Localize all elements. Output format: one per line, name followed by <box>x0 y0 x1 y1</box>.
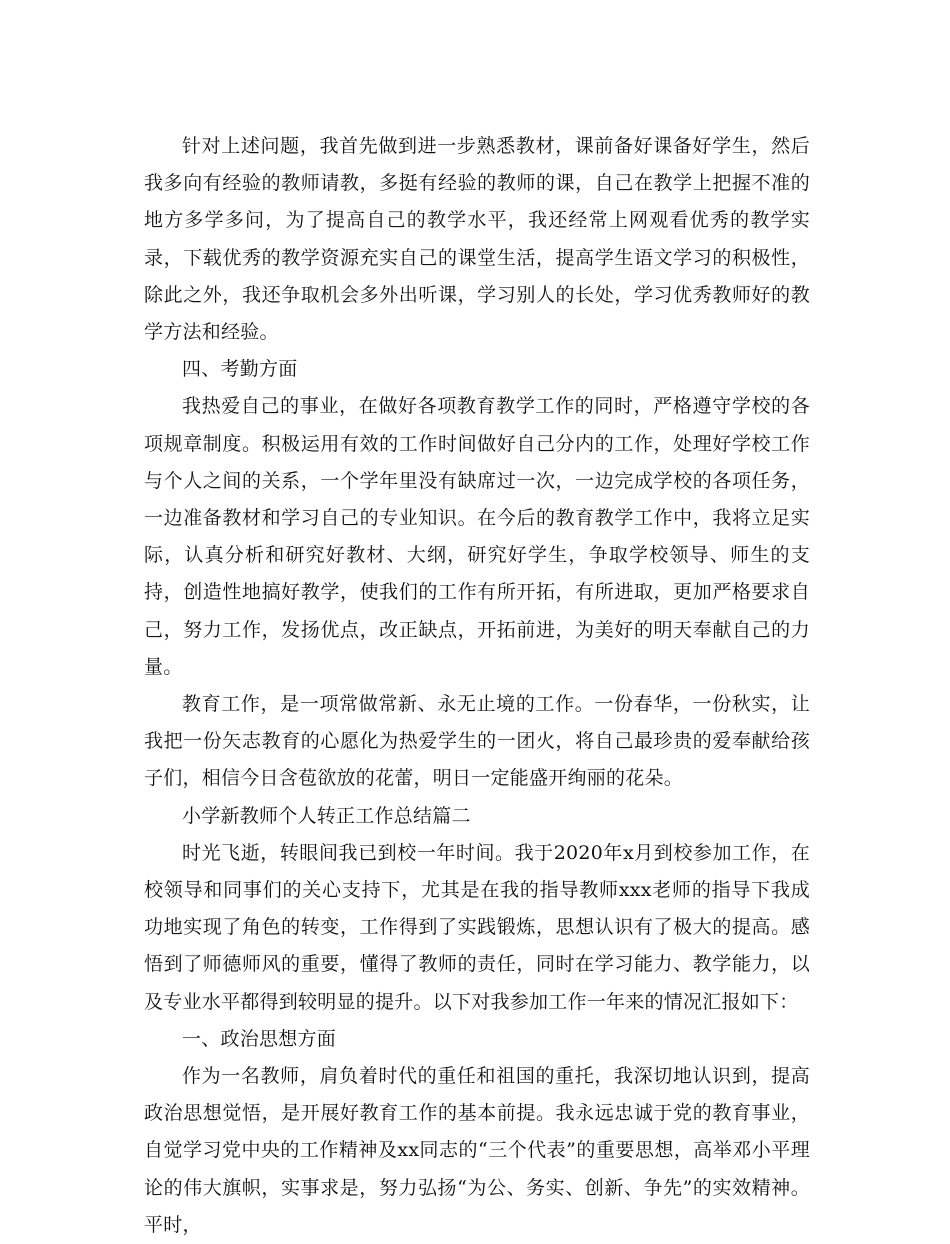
paragraph-time-flies: 时光飞逝，转眼间我已到校一年时间。我于2020年x月到校参加工作，在校领导和同事们的关心支持下，尤其是在我的指导教师xxx老师的指导下我成功地实现了角色的转变，工作得到了实践锻炼，思想认识有了极大的提高。感悟到了师德师风的重要，懂得了教师的责任，同时在学习能力、教学能力，以及专业水平都得到较明显的提升。以下对我参加工作一年来的情况汇报如下： <box>144 841 810 1013</box>
section-heading-political-thought: 一、政治思想方面 <box>182 1027 337 1050</box>
section-heading-attendance: 四、考勤方面 <box>182 358 298 381</box>
document-body <box>144 128 810 1244</box>
paragraph-political-thought: 作为一名教师，肩负着时代的重任和祖国的重托，我深切地认识到，提高政治思想觉悟，是开展好教育工作的基本前提。我永远忠诚于党的教育事业，自觉学习党中央的工作精神及xx同志的“三个代表”的重要思想，高举邓小平理论的伟大旗帜，实事求是，努力弘扬“为公、务实、创新、争先”的实效精神。平时， <box>144 1065 810 1236</box>
paragraph-attendance: 我热爱自己的事业，在做好各项教育教学工作的同时，严格遵守学校的各项规章制度。积极运用有效的工作时间做好自己分内的工作，处理好学校工作与个人之间的关系，一个学年里没有缺席过一次，一边完成学校的各项任务，一边准备教材和学习自己的专业知识。在今后的教育教学工作中，我将立足实际，认真分析和研究好教材、大纲，研究好学生，争取学校领导、师生的支持，创造性地搞好教学，使我们的工作有所开拓，有所进取，更加严格要求自己，努力工作，发扬优点，改正缺点，开拓前进，为美好的明天奉献自己的力量。 <box>144 395 810 678</box>
article-heading-part-two: 小学新教师个人转正工作总结篇二 <box>182 804 471 827</box>
paragraph-textbook-study: 针对上述问题，我首先做到进一步熟悉教材，课前备好课备好学生，然后我多向有经验的教师请教，多挺有经验的教师的课，自己在教学上把握不准的地方多学多问，为了提高自己的教学水平，我还经常上网观看优秀的教学实录，下载优秀的教学资源充实自己的课堂生活，提高学生语文学习的积极性，除此之外，我还争取机会多外出听课，学习别人的长处，学习优秀教师好的教学方法和经验。 <box>144 135 810 344</box>
paragraph-education-work: 教育工作，是一项常做常新、永无止境的工作。一份春华，一份秋实，让我把一份矢志教育的心愿化为热爱学生的一团火，将自己最珍贵的爱奉献给孩子们，相信今日含苞欲放的花蕾，明日一定能盛开绚丽的花朵。 <box>144 693 810 790</box>
